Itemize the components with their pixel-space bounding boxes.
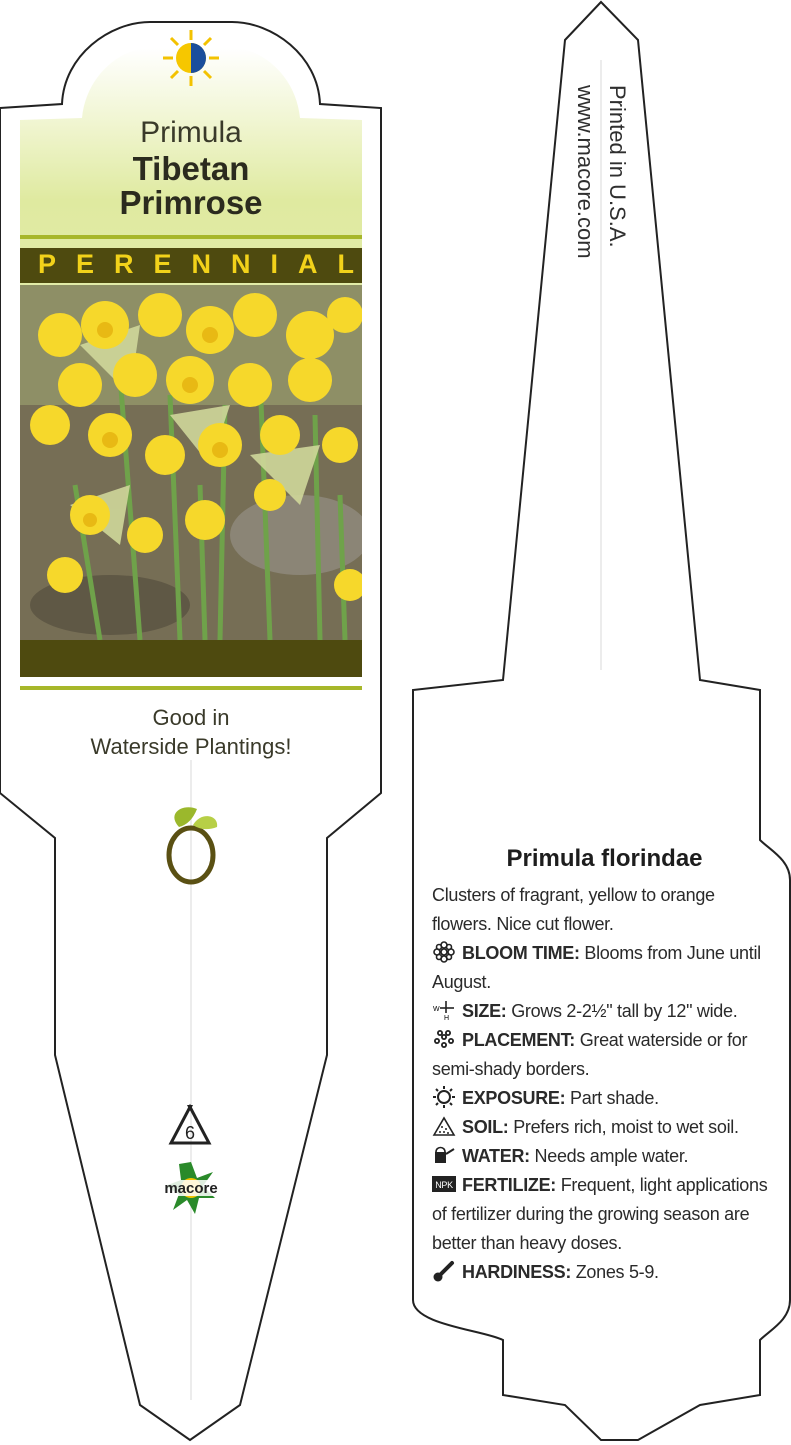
watering-can-icon (432, 1144, 456, 1166)
common-name-line2: Primrose (119, 184, 263, 221)
svg-text:H: H (444, 1015, 449, 1021)
common-name-line1: Tibetan (132, 150, 250, 187)
thermometer-icon (432, 1260, 456, 1282)
tagline (20, 703, 362, 761)
care-row-text: Zones 5-9. (571, 1262, 659, 1282)
care-row-text: Blooms from June until August. (432, 943, 761, 992)
flower-icon (432, 941, 456, 963)
care-row-label: WATER: (462, 1146, 530, 1166)
care-row-label: FERTILIZE: (462, 1175, 556, 1195)
category-label: PERENNIAL (38, 249, 375, 279)
tagline-line1: Good in (152, 705, 230, 730)
care-row-text: Prefers rich, moist to wet soil. (508, 1117, 739, 1137)
photo-footer-band (20, 640, 362, 677)
care-row (432, 1113, 777, 1142)
recycle-icon (165, 1103, 215, 1153)
macore-logo (156, 1160, 226, 1216)
care-info (432, 845, 777, 1287)
care-row (432, 1171, 777, 1258)
care-row-text: Grows 2-2½" tall by 12" wide. (506, 1001, 738, 1021)
svg-text:NPK: NPK (435, 1180, 453, 1190)
plant-photo (20, 285, 362, 640)
description: Clusters of fragrant, yellow to orange flowers. Nice cut flower. (432, 885, 715, 934)
sun-badge-icon (163, 30, 219, 86)
care-row (432, 1026, 777, 1084)
tagline-line2: Waterside Plantings! (90, 734, 292, 759)
care-row (432, 1258, 777, 1287)
npk-icon (432, 1173, 456, 1195)
care-row-label: PLACEMENT: (462, 1030, 575, 1050)
common-name (20, 152, 362, 220)
care-row-text: Great waterside or for semi-shady borders. (432, 1030, 748, 1079)
care-row-label: HARDINESS: (462, 1262, 572, 1282)
placement-icon (432, 1028, 456, 1050)
website-label: www.macore.com (573, 85, 598, 259)
care-row (432, 997, 777, 1026)
care-row-text: Needs ample water. (529, 1146, 689, 1166)
scientific-name: Primula florindae (506, 845, 703, 872)
care-row (432, 1084, 777, 1113)
brand-name: macore (164, 1180, 218, 1197)
care-rows (432, 939, 777, 1287)
sun-icon (432, 1086, 456, 1108)
recycle-number: 6 (184, 1123, 196, 1143)
care-row-text: Frequent, light applications of fertilizer during the growing season are better than heavy doses. (432, 1175, 768, 1253)
svg-text:W: W (433, 1006, 440, 1013)
printed-in-label: Printed in U.S.A. (605, 85, 630, 248)
care-row-text: Part shade. (565, 1088, 659, 1108)
care-row (432, 939, 777, 997)
care-row-label: EXPOSURE: (462, 1088, 566, 1108)
side-print (563, 85, 633, 385)
care-row (432, 1142, 777, 1171)
care-row-label: SOIL: (462, 1117, 509, 1137)
care-row-label: SIZE: (462, 1001, 507, 1021)
soil-icon (432, 1115, 456, 1137)
care-row-label: BLOOM TIME: (462, 943, 580, 963)
genus-label: Primula (140, 116, 242, 149)
size-icon (432, 999, 456, 1021)
